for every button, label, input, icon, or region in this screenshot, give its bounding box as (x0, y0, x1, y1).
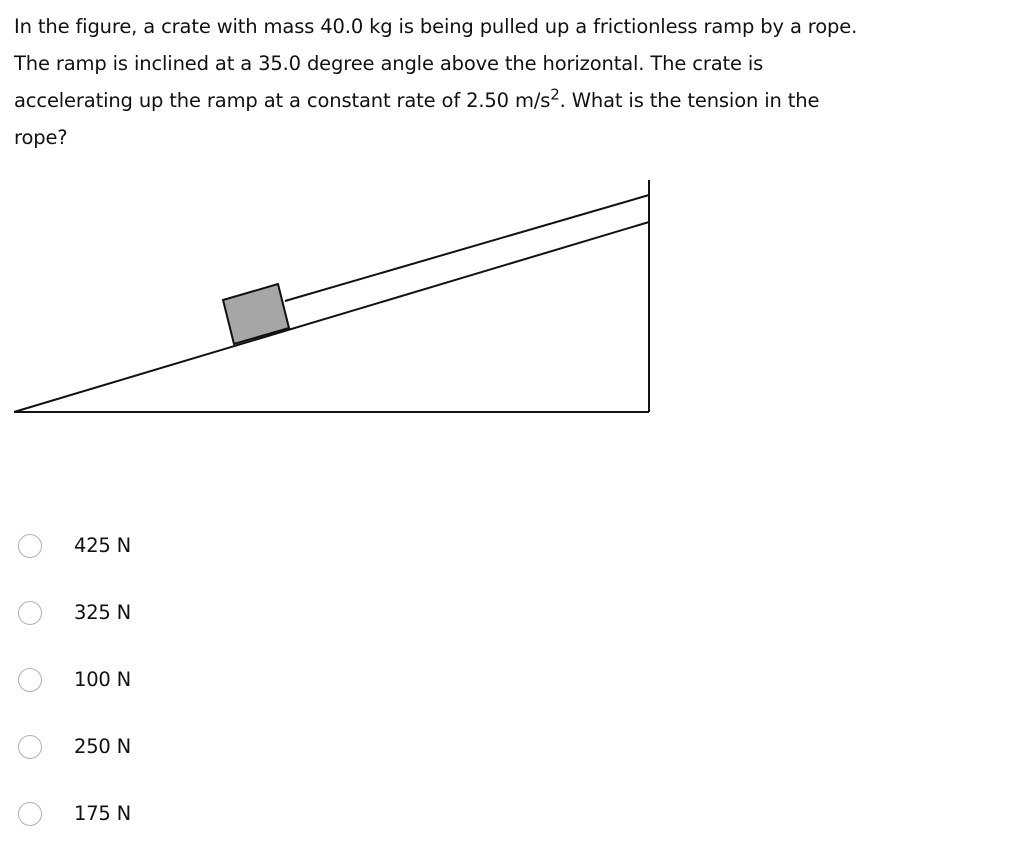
crate (223, 284, 289, 344)
answer-option-label: 325 N (74, 601, 132, 624)
answer-option-label: 425 N (74, 534, 132, 557)
ramp-figure (0, 170, 680, 430)
radio-button[interactable] (18, 534, 42, 558)
radio-button[interactable] (18, 802, 42, 826)
answer-option[interactable] (18, 579, 131, 646)
answer-option-label: 250 N (74, 735, 132, 758)
answer-option[interactable] (18, 512, 131, 579)
question-exponent: 2 (550, 85, 560, 104)
question-text-main: In the figure, a crate with mass 40.0 kg is being pulled up a frictionless ramp by a rope. The ramp is inclined at a 35.0 degree angle above the horizontal. The crate is accelerating up the ramp at a constant rate of 2.50 m/s (14, 15, 858, 112)
radio-button[interactable] (18, 668, 42, 692)
answer-options (18, 512, 131, 847)
rope (285, 195, 649, 301)
radio-button[interactable] (18, 601, 42, 625)
question-text (14, 8, 874, 156)
question-text-end: . What is the tension in the rope? (14, 89, 820, 149)
ramp-incline (14, 222, 649, 412)
answer-option[interactable] (18, 646, 131, 713)
answer-option[interactable] (18, 713, 131, 780)
radio-button[interactable] (18, 735, 42, 759)
answer-option[interactable] (18, 780, 131, 847)
answer-option-label: 100 N (74, 668, 132, 691)
ramp (14, 180, 649, 412)
answer-option-label: 175 N (74, 802, 132, 825)
